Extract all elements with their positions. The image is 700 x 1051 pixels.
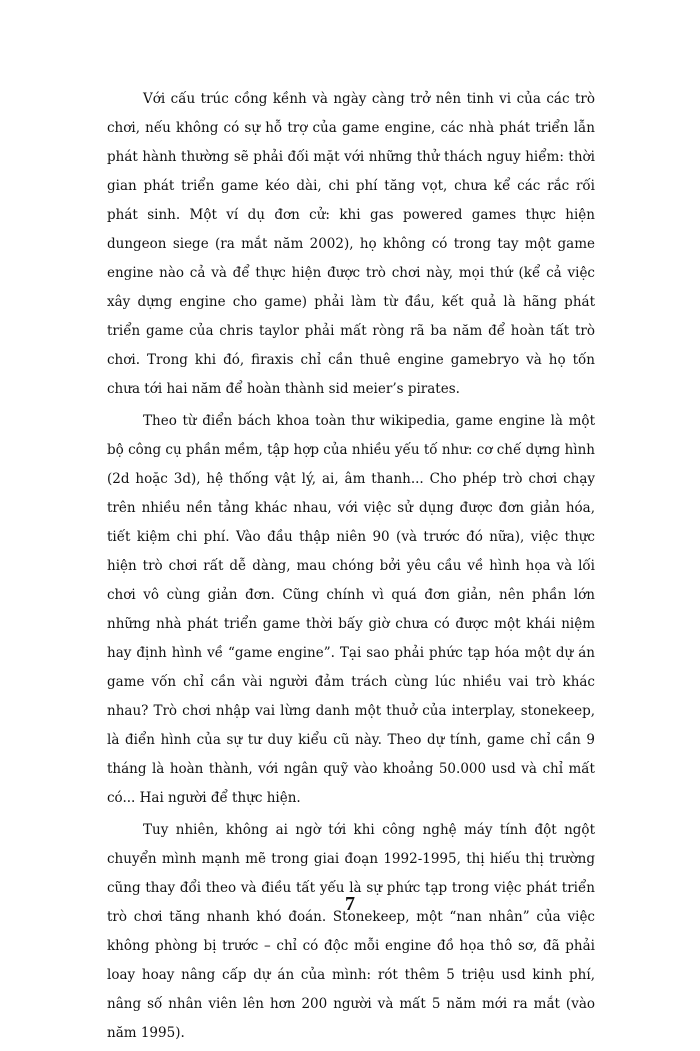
paragraph-3: Tuy nhiên, không ai ngờ tới khi công nghệ máy tính đột ngột chuyển mình mạnh mẽ trong giai đoạn 1992-1995, thị hiếu thị trường cũng thay đổi theo và điều tất yếu là sự phức tạp trong việc phát triển trò chơi tăng nhanh khó đoán. Stonekeep, một “nan nhân” của việc không phòng bị trước – chỉ có độc mỗi engine đồ họa thô sơ, đã phải loay hoay nâng cấp dự án của mình: rót thêm 5 triệu usd kinh phí, nâng số nhân viên lên hơn 200 người và mất 5 năm mới ra mắt (vào năm 1995).	[107, 822, 595, 1041]
paragraph-2: Theo từ điển bách khoa toàn thư wikipedia, game engine là một bộ công cụ phần mềm, tập hợp của nhiều yếu tố như: cơ chế dựng hình (2d hoặc 3d), hệ thống vật lý, ai, âm thanh... Cho phép trò chơi chạy trên nhiều nền tảng khác nhau, với việc sử dụng được đơn giản hóa, tiết kiệm chi phí. Vào đầu thập niên 90 (và trước đó nữa), việc thực hiện trò chơi rất dễ dàng, mau chóng bởi yêu cầu về hình họa và lối chơi vô cùng giản đơn. Cũng chính vì quá đơn giản, nên phần lớn những nhà phát triển game thời bấy giờ chưa có được một khái niệm hay định hình về “game engine”. Tại sao phải phức tạp hóa một dự án game vốn chỉ cần vài người đảm trách cùng lúc nhiều vai trò khác nhau? Trò chơi nhập vai lừng danh một thuở của interplay, stonekeep, là điển hình của sự tư duy kiểu cũ này. Theo dự tính, game chỉ cần 9 tháng là hoàn thành, với ngân quỹ vào khoảng 50.000 usd và chỉ mất có... Hai người để thực hiện.	[107, 413, 595, 806]
paragraph-1: Với cấu trúc cồng kềnh và ngày càng trở nên tinh vi của các trò chơi, nếu không có sự hỗ trợ của game engine, các nhà phát triển lẫn phát hành thường sẽ phải đối mặt với những thử thách nguy hiểm: thời gian phát triển game kéo dài, chi phí tăng vọt, chưa kể các rắc rối phát sinh. Một ví dụ đơn cử: khi gas powered games thực hiện dungeon siege (ra mắt năm 2002), họ không có trong tay một game engine nào cả và để thực hiện được trò chơi này, mọi thứ (kể cả việc xây dựng engine cho game) phải làm từ đầu, kết quả là hãng phát triển game của chris taylor phải mất ròng rã ba năm để hoàn tất trò chơi. Trong khi đó, firaxis chỉ cần thuê engine gamebryo và họ tốn chưa tới hai năm để hoàn thành sid meier’s pirates.	[107, 91, 595, 397]
page-number: 7	[345, 893, 355, 915]
